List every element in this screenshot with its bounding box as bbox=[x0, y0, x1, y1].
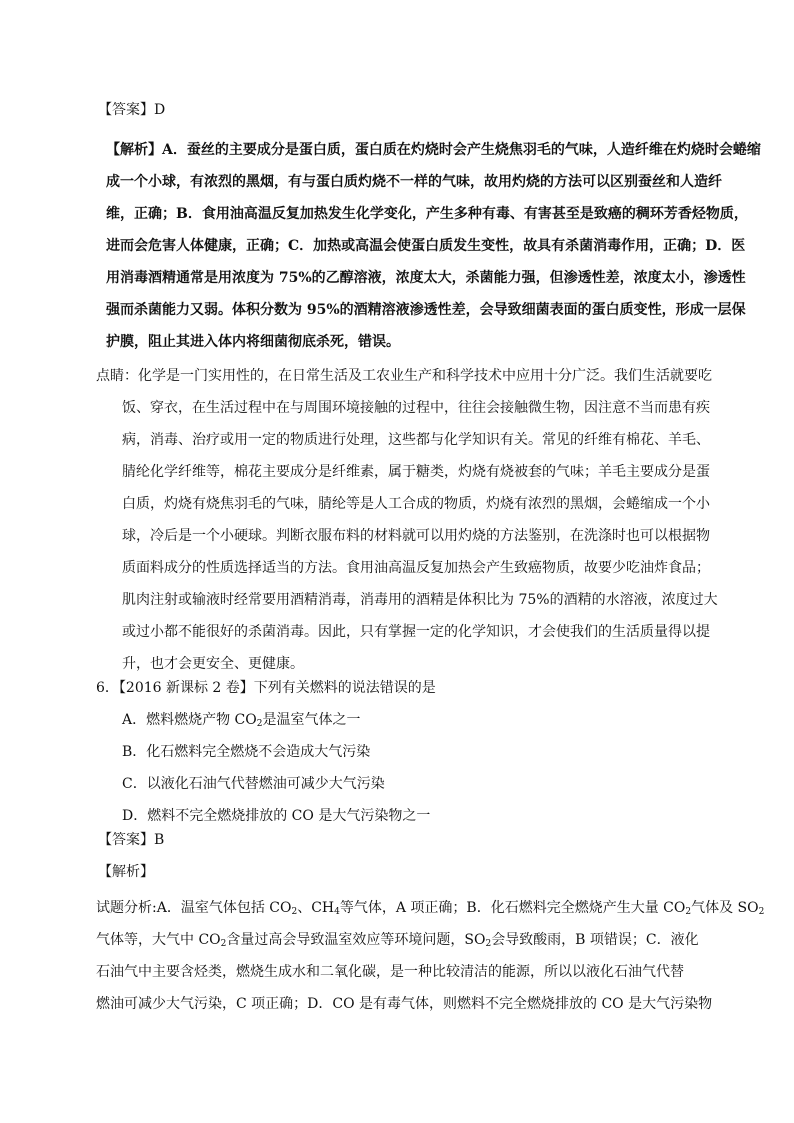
analysis-block bbox=[96, 892, 765, 1020]
explanation-label-2: 【解析】 bbox=[98, 864, 154, 880]
analysis-line: 石油气中主要含烃类，燃烧生成水和二氧化碳，是一种比较清洁的能源，所以以液化石油气代替 bbox=[96, 964, 684, 980]
analysis-line: 试题分析:A．温室气体包括 $CO_2$、$CH_4$等气体，A 项正确；B．化石燃料完全燃烧产生大量 $CO_2$气体及 $SO_2$ bbox=[96, 900, 765, 917]
option-d: D．燃料不完全燃烧排放的 CO 是大气污染物之一 bbox=[122, 808, 431, 824]
explanation-line: 维，正确；B．食用油高温反复加热发生化学变化，产生多种有毒、有害甚至是致癌的稠环芳香烃物质， bbox=[106, 206, 748, 222]
explanation-label: 【解析】 bbox=[106, 142, 162, 158]
question-6 bbox=[96, 672, 436, 832]
tips-line: 球，冷后是一个小硬球。判断衣服布料的材料就可以用灼烧的方法鉴别，在洗涤时也可以根据物 bbox=[122, 528, 710, 544]
tips-line: 点睛：化学是一门实用性的，在日常生活及工农业生产和科学技术中应用十分广泛。我们生活就要吃 bbox=[96, 368, 712, 384]
answer-label-2: 【答案】B bbox=[98, 832, 165, 848]
explanation-line: 【解析】A．蚕丝的主要成分是蛋白质，蛋白质在灼烧时会产生烧焦羽毛的气味，人造纤维在灼烧时会蜷缩 bbox=[106, 142, 761, 158]
analysis-line: 气体等，大气中 $CO_2$含量过高会导致温室效应等环境问题，$SO_2$会导致酸雨，B 项错误；C．液化 bbox=[96, 932, 699, 949]
tips-line: 质面料成分的性质选择适当的方法。食用油高温反复加热会产生致癌物质，故要少吃油炸食品； bbox=[122, 560, 710, 576]
answer-label-1: 【答案】D bbox=[98, 102, 166, 118]
option-c: C．以液化石油气代替燃油可减少大气污染 bbox=[122, 776, 385, 792]
tips-line: 肌肉注射或输液时经常要用酒精消毒，消毒用的酒精是体积比为 75%的酒精的水溶液，浓度过大 bbox=[122, 592, 718, 608]
explanation-line: 强而杀菌能力又弱。体积分数为 95%的酒精溶液渗透性差，会导致细菌表面的蛋白质变性，形成一层保 bbox=[106, 302, 746, 318]
question-stem: 6．【2016 新课标 2 卷】下列有关燃料的说法错误的是 bbox=[96, 680, 436, 696]
option-b: B．化石燃料完全燃烧不会造成大气污染 bbox=[122, 744, 371, 760]
tips-line: 或过小都不能很好的杀菌消毒。因此，只有掌握一定的化学知识，才会使我们的生活质量得以提 bbox=[122, 624, 710, 640]
tips-line: 病，消毒、治疗或用一定的物质进行处理，这些都与化学知识有关。常见的纤维有棉花、羊毛、 bbox=[122, 432, 710, 448]
option-a: A．燃料燃烧产物 $CO_2$是温室气体之一 bbox=[122, 712, 361, 729]
tips-line: 升，也才会更安全、更健康。 bbox=[122, 656, 304, 672]
tips-line: 白质，灼烧有烧焦羽毛的气味，腈纶等是人工合成的物质，灼烧有浓烈的黑烟，会蜷缩成一个小 bbox=[122, 496, 710, 512]
analysis-line: 燃油可减少大气污染，C 项正确；D．CO 是有毒气体，则燃料不完全燃烧排放的 CO 是大气污染物 bbox=[96, 996, 713, 1012]
tips-block bbox=[96, 360, 726, 680]
explanation-block-1 bbox=[106, 134, 761, 358]
explanation-line: 成一个小球，有浓烈的黑烟，有与蛋白质灼烧不一样的气味，故用灼烧的方法可以区别蚕丝和人造纤 bbox=[106, 174, 722, 190]
explanation-line: 进而会危害人体健康，正确；C．加热或高温会使蛋白质发生变性，故具有杀菌消毒作用，正确；D．医 bbox=[106, 238, 746, 254]
explanation-line: 用消毒酒精通常是用浓度为 75%的乙醇溶液，浓度太大，杀菌能力强，但渗透性差，浓度太小，渗透性 bbox=[106, 270, 746, 286]
explanation-line: 护膜，阻止其进入体内将细菌彻底杀死，错误。 bbox=[106, 334, 400, 350]
tips-line: 腈纶化学纤维等，棉花主要成分是纤维素，属于糖类，灼烧有烧被套的气味；羊毛主要成分是蛋 bbox=[122, 464, 710, 480]
tips-line: 饭、穿衣，在生活过程中在与周围环境接触的过程中，往往会接触微生物，因注意不当而患有疾 bbox=[122, 400, 710, 416]
